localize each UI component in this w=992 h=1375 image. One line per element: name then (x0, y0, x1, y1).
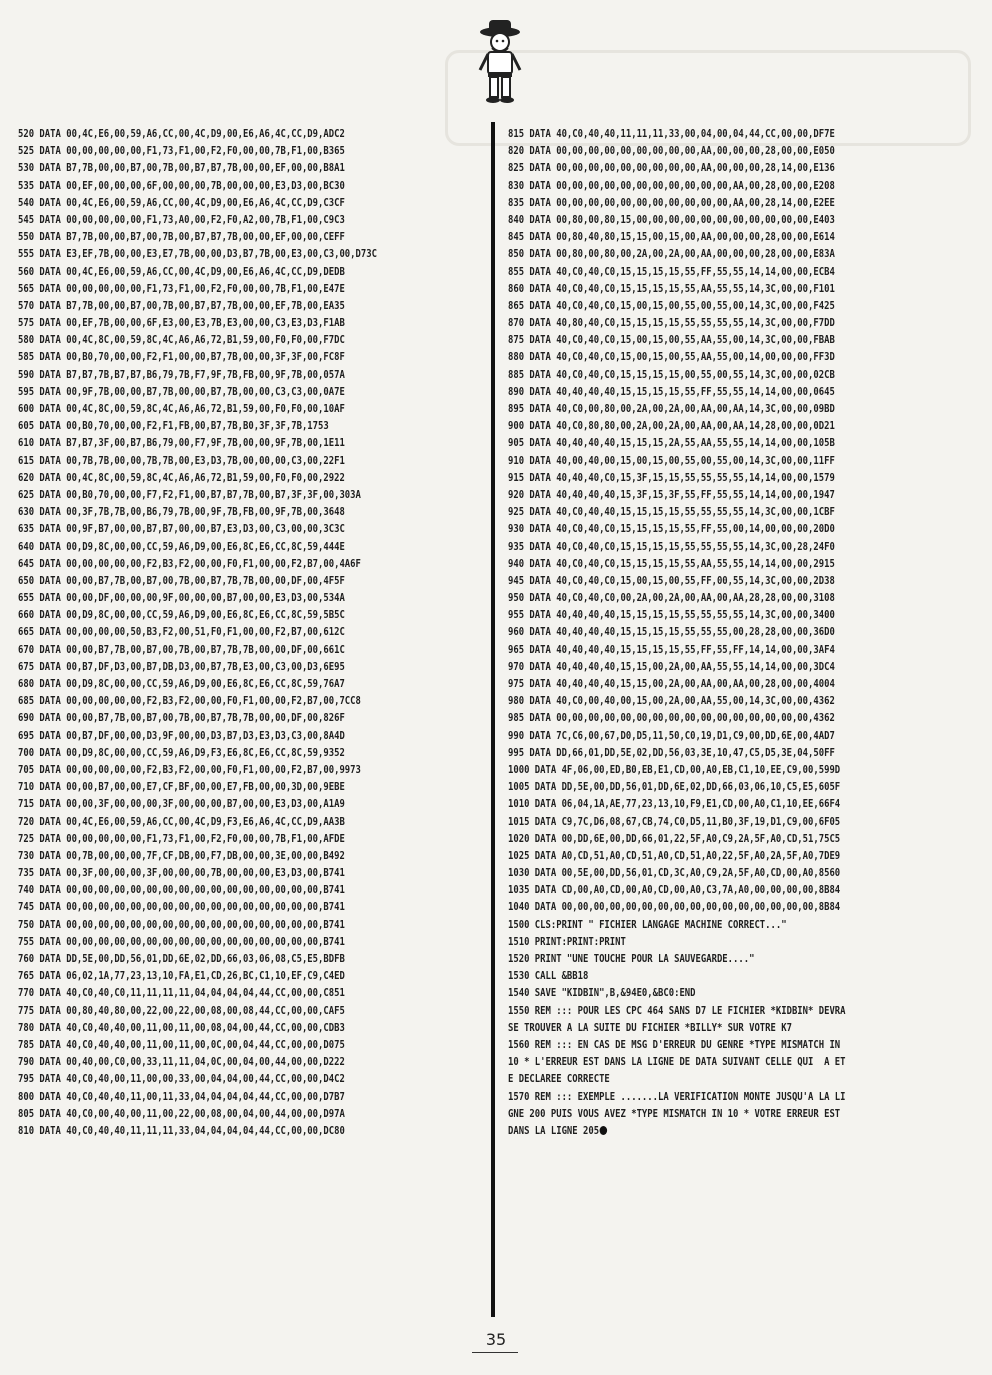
listing-line: GNE 200 PUIS VOUS AVEZ *TYPE MISMATCH IN 10 * VOTRE ERREUR EST (508, 1107, 841, 1120)
listing-line: 670 DATA 00,00,B7,7B,00,B7,00,7B,00,B7,7B,7B,00,00,DF,00,661C (18, 643, 345, 656)
listing-line: 715 DATA 00,00,3F,00,00,00,3F,00,00,00,B7,00,00,E3,D3,00,A1A9 (18, 798, 345, 811)
listing-line: 620 DATA 00,4C,8C,00,59,8C,4C,A6,A6,72,B1,59,00,F0,F0,00,2922 (18, 471, 345, 484)
listing-line: 1560 REM ::: EN CAS DE MSG D'ERREUR DU GENRE *TYPE MISMATCH IN (508, 1038, 841, 1051)
listing-line: 940 DATA 40,C0,40,C0,15,15,15,15,55,AA,55,55,14,14,00,00,2915 (508, 557, 835, 570)
listing-line: 735 DATA 00,3F,00,00,00,3F,00,00,00,7B,00,00,00,E3,D3,00,B741 (18, 867, 345, 880)
listing-line: 830 DATA 00,00,00,00,00,00,00,00,00,00,00,AA,00,28,00,00,E208 (508, 179, 835, 192)
listing-line: 685 DATA 00,00,00,00,00,F2,B3,F2,00,00,F0,F1,00,00,F2,B7,00,7CC8 (18, 695, 361, 708)
listing-line: 1010 DATA 06,04,1A,AE,77,23,13,10,F9,E1,CD,00,A0,C1,10,EE,66F4 (508, 798, 841, 811)
listing-line: 540 DATA 00,4C,E6,00,59,A6,CC,00,4C,D9,00,E6,A6,4C,CC,D9,C3CF (18, 196, 345, 209)
listing-line: 880 DATA 40,C0,40,C0,15,00,15,00,55,AA,55,00,14,00,00,00,FF3D (508, 351, 835, 364)
listing-line: 1005 DATA DD,5E,00,DD,56,01,DD,6E,02,DD,66,03,06,10,C5,E5,605F (508, 781, 841, 794)
listing-line: 10 * L'ERREUR EST DANS LA LIGNE DE DATA SUIVANT CELLE QUI A ET (508, 1056, 846, 1069)
listing-line: 875 DATA 40,C0,40,C0,15,00,15,00,55,AA,55,00,14,3C,00,00,FBAB (508, 334, 835, 347)
listing-line: 575 DATA 00,EF,7B,00,00,6F,E3,00,E3,7B,E3,00,00,C3,E3,D3,F1AB (18, 317, 345, 330)
listing-line: 585 DATA 00,B0,70,00,00,F2,F1,00,00,B7,7B,00,00,3F,3F,00,FC8F (18, 351, 345, 364)
listing-line: 695 DATA 00,B7,DF,00,00,D3,9F,00,00,D3,B7,D3,E3,D3,C3,00,8A4D (18, 729, 345, 742)
listing-line: 550 DATA B7,7B,00,00,B7,00,7B,00,B7,B7,7B,00,00,EF,00,00,CEFF (18, 231, 345, 244)
listing-line: 1540 SAVE "KIDBIN",B,&94E0,&BC0:END (508, 987, 696, 1000)
listing-line: E DECLAREE CORRECTE (508, 1073, 610, 1086)
listing-line: 775 DATA 00,80,40,80,00,22,00,22,00,08,00,08,44,CC,00,00,CAF5 (18, 1004, 345, 1017)
listing-line: 800 DATA 40,C0,40,40,11,00,11,33,04,04,04,04,44,CC,00,00,D7B7 (18, 1090, 345, 1103)
listing-line: 680 DATA 00,D9,8C,00,00,CC,59,A6,D9,00,E6,8C,E6,CC,8C,59,76A7 (18, 678, 345, 690)
page-number: 35 (485, 1330, 507, 1349)
listing-line: 980 DATA 40,C0,00,40,00,15,00,2A,00,AA,55,00,14,3C,00,00,4362 (508, 695, 835, 708)
listing-line: 810 DATA 40,C0,40,40,11,11,11,33,04,04,04,04,44,CC,00,00,DC80 (18, 1124, 345, 1137)
listing-line: 905 DATA 40,40,40,40,15,15,15,2A,55,AA,55,55,14,14,00,00,105B (508, 437, 835, 450)
listing-line: 1030 DATA 00,5E,00,DD,56,01,CD,3C,A0,C9,2A,5F,A0,CD,00,A0,8560 (508, 867, 841, 880)
listing-line: 870 DATA 40,80,40,C0,15,15,15,15,55,55,55,55,14,3C,00,00,F7DD (508, 317, 835, 330)
listing-line: 560 DATA 00,4C,E6,00,59,A6,CC,00,4C,D9,00,E6,A6,4C,CC,D9,DEDB (18, 265, 345, 278)
listing-line: 740 DATA 00,00,00,00,00,00,00,00,00,00,00,00,00,00,00,00,B741 (18, 884, 345, 897)
listing-line: 640 DATA 00,D9,8C,00,00,CC,59,A6,D9,00,E6,8C,E6,CC,8C,59,444E (18, 540, 345, 553)
listing-line: 1510 PRINT:PRINT:PRINT (508, 935, 626, 948)
listing-line: 655 DATA 00,00,DF,00,00,00,9F,00,00,00,B7,00,00,E3,D3,00,534A (18, 592, 345, 605)
listing-line: 805 DATA 40,C0,00,40,00,11,00,22,00,08,00,04,00,44,00,00,D97A (18, 1107, 345, 1120)
listing-line: 650 DATA 00,00,B7,7B,00,B7,00,7B,00,B7,7B,7B,00,00,DF,00,4F5F (18, 574, 345, 587)
listing-line: SE TROUVER A LA SUITE DU FICHIER *BILLY* SUR VOTRE K7 (508, 1021, 792, 1034)
listing-line: 820 DATA 00,00,00,00,00,00,00,00,00,AA,00,00,00,28,00,00,E050 (508, 145, 835, 158)
listing-line: 720 DATA 00,4C,E6,00,59,A6,CC,00,4C,D9,F3,E6,A6,4C,CC,D9,AA3B (18, 815, 345, 828)
listing-line: 725 DATA 00,00,00,00,00,F1,73,F1,00,F2,F0,00,00,7B,F1,00,AFDE (18, 832, 345, 845)
listing-line: 860 DATA 40,C0,40,C0,15,15,15,15,55,AA,55,55,14,3C,00,00,F101 (508, 282, 835, 295)
listing-line: 635 DATA 00,9F,B7,00,00,B7,B7,00,00,B7,E3,D3,00,C3,00,00,3C3C (18, 523, 345, 536)
listing-line: 665 DATA 00,00,00,00,50,B3,F2,00,51,F0,F1,00,00,F2,B7,00,612C (18, 626, 345, 639)
listing-line: 930 DATA 40,C0,40,C0,15,15,15,15,55,FF,55,00,14,00,00,00,20D0 (508, 523, 835, 536)
listing-line: 935 DATA 40,C0,40,C0,15,15,15,15,55,55,55,55,14,3C,00,28,24F0 (508, 540, 835, 553)
listing-line: 765 DATA 06,02,1A,77,23,13,10,FA,E1,CD,26,BC,C1,10,EF,C9,C4ED (18, 970, 345, 983)
listing-line: 605 DATA 00,B0,70,00,00,F2,F1,FB,00,B7,7B,B0,3F,3F,7B,1753 (18, 420, 329, 433)
listing-line: 1500 CLS:PRINT " FICHIER LANGAGE MACHINE CORRECT..." (508, 918, 787, 931)
listing-line: 525 DATA 00,00,00,00,00,F1,73,F1,00,F2,F0,00,00,7B,F1,00,B365 (18, 145, 345, 158)
listing-line: 865 DATA 40,C0,40,C0,15,00,15,00,55,00,55,00,14,3C,00,00,F425 (508, 299, 835, 312)
listing-line: 785 DATA 40,C0,40,40,00,11,00,11,00,0C,00,04,44,CC,00,00,D075 (18, 1038, 345, 1051)
listing-line: 590 DATA B7,B7,7B,B7,B7,B6,79,7B,F7,9F,7B,FB,00,9F,7B,00,057A (18, 368, 345, 381)
listing-line: 745 DATA 00,00,00,00,00,00,00,00,00,00,00,00,00,00,00,00,B741 (18, 901, 345, 914)
listing-line: 840 DATA 00,80,00,80,15,00,00,00,00,00,00,00,00,00,00,00,E403 (508, 213, 835, 226)
listing-line: 815 DATA 40,C0,40,40,11,11,11,33,00,04,00,04,44,CC,00,00,DF7E (508, 128, 835, 140)
listing-line: 545 DATA 00,00,00,00,00,F1,73,A0,00,F2,F0,A2,00,7B,F1,00,C9C3 (18, 213, 345, 226)
listing-line: 660 DATA 00,D9,8C,00,00,CC,59,A6,D9,00,E6,8C,E6,CC,8C,59,5B5C (18, 609, 345, 622)
page-number-rule (472, 1352, 518, 1353)
listing-line: 570 DATA B7,7B,00,00,B7,00,7B,00,B7,B7,7B,00,00,EF,7B,00,EA35 (18, 299, 345, 312)
listing-line: 845 DATA 00,80,40,80,15,15,00,15,00,AA,00,00,00,28,00,00,E614 (508, 231, 835, 244)
listing-line: 555 DATA E3,EF,7B,00,00,E3,E7,7B,00,00,D3,B7,7B,00,E3,00,C3,00,D73C (18, 248, 377, 261)
listing-line: 795 DATA 40,C0,40,00,11,00,00,33,00,04,04,00,44,CC,00,00,D4C2 (18, 1073, 345, 1086)
listing-line: 920 DATA 40,40,40,40,15,3F,15,3F,55,FF,55,55,14,14,00,00,1947 (508, 488, 835, 501)
listing-line: 565 DATA 00,00,00,00,00,F1,73,F1,00,F2,F0,00,00,7B,F1,00,E47E (18, 282, 345, 295)
listing-line: 1530 CALL &BB18 (508, 970, 589, 983)
listing-right-column (508, 126, 978, 1140)
listing-line: 595 DATA 00,9F,7B,00,00,B7,7B,00,00,B7,7B,00,00,C3,C3,00,0A7E (18, 385, 345, 398)
listing-line: 750 DATA 00,00,00,00,00,00,00,00,00,00,00,00,00,00,00,00,B741 (18, 918, 345, 931)
listing-line: 910 DATA 40,00,40,00,15,00,15,00,55,00,55,00,14,3C,00,00,11FF (508, 454, 835, 467)
listing-line: 945 DATA 40,C0,40,C0,15,00,15,00,55,FF,00,55,14,3C,00,00,2D38 (508, 574, 835, 587)
listing-line: 770 DATA 40,C0,40,C0,11,11,11,11,04,04,04,04,44,CC,00,00,C851 (18, 987, 345, 1000)
listing-line: 900 DATA 40,C0,80,80,00,2A,00,2A,00,AA,00,AA,14,28,00,00,0D21 (508, 420, 835, 433)
column-divider (491, 122, 495, 1317)
listing-line: 630 DATA 00,3F,7B,7B,00,B6,79,7B,00,9F,7B,FB,00,9F,7B,00,3648 (18, 506, 345, 519)
listing-line: 760 DATA DD,5E,00,DD,56,01,DD,6E,02,DD,66,03,06,08,C5,E5,BDFB (18, 953, 345, 965)
listing-line: 975 DATA 40,40,40,40,15,15,00,2A,00,AA,00,AA,00,28,00,00,4004 (508, 678, 835, 690)
listing-line: 730 DATA 00,7B,00,00,00,7F,CF,DB,00,F7,DB,00,00,3E,00,00,B492 (18, 849, 345, 862)
listing-line: 1520 PRINT "UNE TOUCHE POUR LA SAUVEGARDE...." (508, 953, 755, 965)
listing-line: 925 DATA 40,C0,40,40,15,15,15,15,55,55,55,55,14,3C,00,00,1CBF (508, 506, 835, 519)
listing-line: 1570 REM ::: EXEMPLE .......LA VERIFICATION MONTE JUSQU'A LA LI (508, 1090, 846, 1103)
listing-line: 615 DATA 00,7B,7B,00,00,7B,7B,00,E3,D3,7B,00,00,00,C3,00,22F1 (18, 454, 345, 467)
listing-line: 610 DATA B7,B7,3F,00,B7,B6,79,00,F7,9F,7B,00,00,9F,7B,00,1E11 (18, 437, 345, 450)
listing-line: 780 DATA 40,C0,40,40,00,11,00,11,00,08,04,00,44,CC,00,00,CDB3 (18, 1021, 345, 1034)
listing-line: 1550 REM ::: POUR LES CPC 464 SANS D7 LE FICHIER *KIDBIN* DEVRA (508, 1004, 846, 1017)
cowboy-mascot-illustration (470, 18, 530, 108)
listing-line: 710 DATA 00,00,B7,00,00,E7,CF,BF,00,00,E7,FB,00,00,3D,00,9EBE (18, 781, 345, 794)
listing-line: 1040 DATA 00,00,00,00,00,00,00,00,00,00,00,00,00,00,00,00,8B84 (508, 901, 841, 914)
listing-line: 790 DATA 00,40,00,C0,00,33,11,11,04,0C,00,04,00,44,00,00,D222 (18, 1056, 345, 1069)
listing-line: 530 DATA B7,7B,00,00,B7,00,7B,00,B7,B7,7B,00,00,EF,00,00,B8A1 (18, 162, 345, 175)
listing-left-column (18, 126, 488, 1140)
listing-line: DANS LA LIGNE 205 (508, 1123, 903, 1140)
listing-line: 580 DATA 00,4C,8C,00,59,8C,4C,A6,A6,72,B1,59,00,F0,F0,00,F7DC (18, 334, 345, 347)
listing-line: 985 DATA 00,00,00,00,00,00,00,00,00,00,00,00,00,00,00,00,4362 (508, 712, 835, 725)
listing-line: 755 DATA 00,00,00,00,00,00,00,00,00,00,00,00,00,00,00,00,B741 (18, 935, 345, 948)
listing-line: 885 DATA 40,C0,40,C0,15,15,15,15,00,55,00,55,14,3C,00,00,02CB (508, 368, 835, 381)
listing-line: 835 DATA 00,00,00,00,00,00,00,00,00,00,00,AA,00,28,14,00,E2EE (508, 196, 835, 209)
listing-line: 850 DATA 00,80,00,80,00,2A,00,2A,00,AA,00,00,00,28,00,00,E83A (508, 248, 835, 261)
listing-line: 825 DATA 00,00,00,00,00,00,00,00,00,AA,00,00,00,28,14,00,E136 (508, 162, 835, 175)
listing-line: 1000 DATA 4F,06,00,ED,B0,EB,E1,CD,00,A0,EB,C1,10,EE,C9,00,599D (508, 763, 841, 776)
listing-line: 960 DATA 40,40,40,40,15,15,15,15,55,55,55,00,28,28,00,00,36D0 (508, 626, 835, 639)
listing-line: 645 DATA 00,00,00,00,00,F2,B3,F2,00,00,F0,F1,00,00,F2,B7,00,4A6F (18, 557, 361, 570)
listing-line: 1020 DATA 00,DD,6E,00,DD,66,01,22,5F,A0,C9,2A,5F,A0,CD,51,75C5 (508, 832, 841, 845)
listing-line: 855 DATA 40,C0,40,C0,15,15,15,15,55,FF,55,55,14,14,00,00,ECB4 (508, 265, 835, 278)
listing-line: 625 DATA 00,B0,70,00,00,F7,F2,F1,00,B7,B7,7B,00,B7,3F,3F,00,303A (18, 488, 361, 501)
listing-line: 970 DATA 40,40,40,40,15,15,00,2A,00,AA,55,55,14,14,00,00,3DC4 (508, 660, 835, 673)
listing-line: 890 DATA 40,40,40,40,15,15,15,15,55,FF,55,55,14,14,00,00,0645 (508, 385, 835, 398)
listing-line: 990 DATA 7C,C6,00,67,D0,D5,11,50,C0,19,D1,C9,00,DD,6E,00,4AD7 (508, 729, 835, 742)
end-of-listing-bullet (600, 1126, 608, 1135)
listing-line: 895 DATA 40,C0,00,80,00,2A,00,2A,00,AA,00,AA,14,3C,00,00,09BD (508, 403, 835, 415)
listing-line: 1025 DATA A0,CD,51,A0,CD,51,A0,CD,51,A0,22,5F,A0,2A,5F,A0,7DE9 (508, 849, 841, 862)
listing-line: 915 DATA 40,40,40,C0,15,3F,15,15,55,55,55,55,14,14,00,00,1579 (508, 471, 835, 484)
listing-line: 950 DATA 40,C0,40,C0,00,2A,00,2A,00,AA,00,AA,28,28,00,00,3108 (508, 592, 835, 605)
listing-line: 535 DATA 00,EF,00,00,00,6F,00,00,00,7B,00,00,00,E3,D3,00,BC30 (18, 179, 345, 192)
listing-line: 1035 DATA CD,00,A0,CD,00,A0,CD,00,A0,C3,7A,A0,00,00,00,00,8B84 (508, 884, 841, 897)
listing-line: 705 DATA 00,00,00,00,00,F2,B3,F2,00,00,F0,F1,00,00,F2,B7,00,9973 (18, 763, 361, 776)
listing-line: 995 DATA DD,66,01,DD,5E,02,DD,56,03,3E,10,47,C5,D5,3E,04,50FF (508, 746, 835, 759)
listing-line: 955 DATA 40,40,40,40,15,15,15,15,55,55,55,55,14,3C,00,00,3400 (508, 609, 835, 622)
listing-line: 690 DATA 00,00,B7,7B,00,B7,00,7B,00,B7,7B,7B,00,00,DF,00,826F (18, 712, 345, 725)
listing-line: 600 DATA 00,4C,8C,00,59,8C,4C,A6,A6,72,B1,59,00,F0,F0,00,10AF (18, 403, 345, 415)
listing-line: 675 DATA 00,B7,DF,D3,00,B7,DB,D3,00,B7,7B,E3,00,C3,00,D3,6E95 (18, 660, 345, 673)
listing-line: 1015 DATA C9,7C,D6,08,67,CB,74,C0,D5,11,B0,3F,19,D1,C9,00,6F05 (508, 815, 841, 828)
listing-line: 965 DATA 40,40,40,40,15,15,15,15,55,FF,55,FF,14,14,00,00,3AF4 (508, 643, 835, 656)
listing-line: 700 DATA 00,D9,8C,00,00,CC,59,A6,D9,F3,E6,8C,E6,CC,8C,59,9352 (18, 746, 345, 759)
listing-line: 520 DATA 00,4C,E6,00,59,A6,CC,00,4C,D9,00,E6,A6,4C,CC,D9,ADC2 (18, 128, 345, 140)
